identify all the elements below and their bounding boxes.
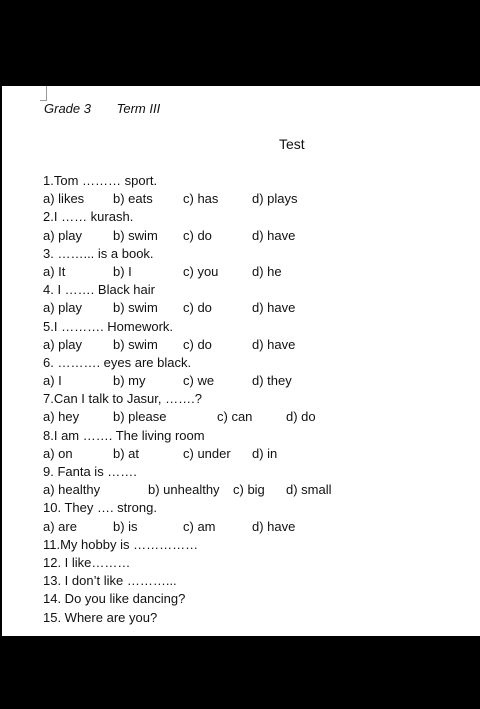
question-text: 9. Fanta is …….	[43, 464, 137, 479]
answer-option: d) he	[252, 263, 282, 279]
answer-option: c) do	[183, 300, 212, 316]
answer-option: a) play	[43, 300, 83, 316]
page-corner-mark	[40, 86, 47, 101]
answer-option: d) have	[252, 300, 296, 316]
options-row	[43, 445, 278, 463]
question-text: 3. ……... is a book.	[43, 245, 154, 261]
answer-option: c) you	[183, 263, 219, 279]
open-question: 14. Do you like dancing?	[43, 591, 186, 607]
answer-option: a) It	[43, 263, 66, 279]
answer-option: a) healthy	[43, 482, 101, 498]
answer-option: b) at	[113, 445, 140, 461]
options-row	[43, 263, 282, 281]
answer-option: c) big	[233, 482, 265, 498]
grade-label: Grade 3	[44, 101, 91, 116]
test-title: Test	[279, 136, 305, 152]
answer-option: b) is	[113, 518, 138, 534]
answer-option: d) plays	[252, 191, 298, 207]
question-text: 8.I am ……. The living room	[43, 427, 205, 443]
answer-option: b) eats	[113, 191, 153, 207]
options-row	[43, 518, 296, 536]
term-label: Term III	[116, 101, 161, 116]
options-row	[43, 227, 296, 245]
answer-option: b) my	[113, 373, 146, 389]
answer-option: c) has	[183, 191, 219, 207]
answer-option: c) do	[183, 336, 212, 352]
answer-option: a) play	[43, 227, 83, 243]
open-question: 11.My hobby is ……………	[43, 536, 199, 552]
answer-option: d) have	[252, 227, 296, 243]
question-text: 5.I ………. Homework.	[43, 318, 174, 334]
answer-option: c) am	[183, 518, 216, 534]
question-text: 2.I …… kurash.	[43, 209, 134, 225]
answer-option: a) are	[43, 518, 77, 534]
answer-option: a) on	[43, 445, 73, 461]
answer-option: b) swim	[113, 300, 158, 316]
open-question: 13. I don’t like ………...	[43, 573, 177, 589]
answer-option: d) do	[286, 409, 316, 425]
options-row	[43, 299, 296, 317]
open-question: 15. Where are you?	[43, 609, 158, 625]
options-row	[43, 336, 296, 354]
options-row	[43, 408, 316, 426]
options-row	[43, 481, 332, 499]
answer-option: b) please	[113, 409, 167, 425]
answer-option: c) can	[217, 409, 253, 425]
question-text: 10. They …. strong.	[43, 500, 157, 516]
answer-option: c) under	[183, 445, 231, 461]
answer-option: d) in	[252, 445, 278, 461]
worksheet-header	[44, 101, 182, 116]
answer-option: c) we	[183, 373, 215, 389]
answer-option: d) they	[252, 373, 292, 389]
answer-option: a) I	[43, 373, 62, 389]
question-text: 7.Can I talk to Jasur, …….?	[43, 391, 202, 407]
question-text: 4. I ……. Black hair	[43, 282, 155, 298]
options-row	[43, 190, 298, 208]
answer-option: b) swim	[113, 336, 158, 352]
answer-option: d) have	[252, 336, 296, 352]
answer-option: d) small	[286, 482, 332, 498]
answer-option: a) likes	[43, 191, 85, 207]
question-text: 6. ………. eyes are black.	[43, 354, 192, 370]
answer-option: a) play	[43, 336, 83, 352]
answer-option: b) unhealthy	[148, 482, 220, 498]
answer-option: b) I	[113, 263, 132, 279]
question-text: 1.Tom ……… sport.	[43, 173, 158, 188]
answer-option: a) hey	[43, 409, 80, 425]
open-question: 12. I like………	[43, 554, 131, 570]
answer-option: d) have	[252, 518, 296, 534]
options-row	[43, 372, 292, 390]
answer-option: b) swim	[113, 227, 158, 243]
question-list	[43, 172, 332, 627]
worksheet-page	[2, 86, 480, 636]
answer-option: c) do	[183, 227, 212, 243]
